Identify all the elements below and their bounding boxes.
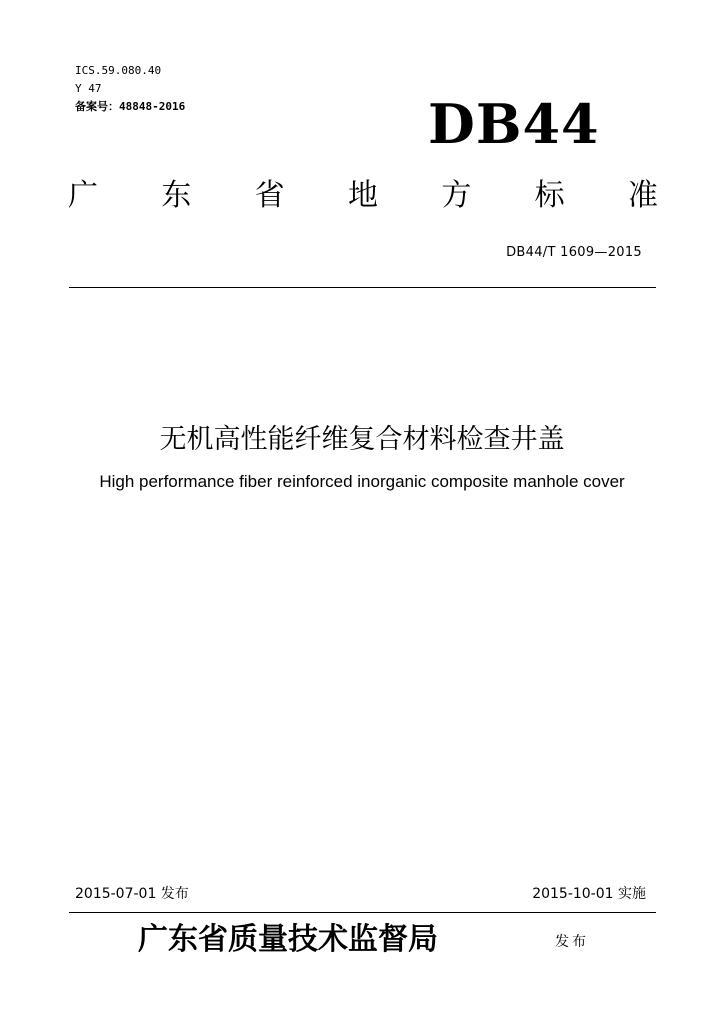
standard-type-char: 东 [161, 178, 192, 213]
standard-type-heading [68, 174, 658, 218]
top-divider [69, 287, 656, 288]
standard-type-char: 地 [347, 178, 378, 213]
ics-code: ICS.59.080.40 [75, 64, 162, 77]
standard-type-char: 标 [534, 178, 565, 213]
filing-number: 备案号：48848-2016 [75, 100, 186, 113]
standard-type-char: 准 [627, 178, 658, 213]
standard-number: DB44/T 1609—2015 [506, 245, 642, 260]
standard-type-char: 广 [68, 178, 98, 213]
standard-type-char: 省 [254, 178, 285, 213]
issue-date: 2015-07-01 发布 [75, 886, 189, 902]
document-title-chinese: 无机高性能纤维复合材料检查井盖 [159, 424, 565, 455]
standard-type-char: 方 [441, 178, 472, 213]
publisher-name: 广东省质量技术监督局 [138, 922, 438, 957]
document-title-english: High performance fiber reinforced inorganic composite manhole cover [99, 472, 625, 491]
bottom-divider [69, 912, 656, 913]
publish-label: 发布 [555, 934, 589, 950]
standard-code-logo: DB44 [428, 92, 600, 156]
classification-code: Y 47 [75, 82, 102, 95]
effective-date: 2015-10-01 实施 [532, 886, 646, 902]
